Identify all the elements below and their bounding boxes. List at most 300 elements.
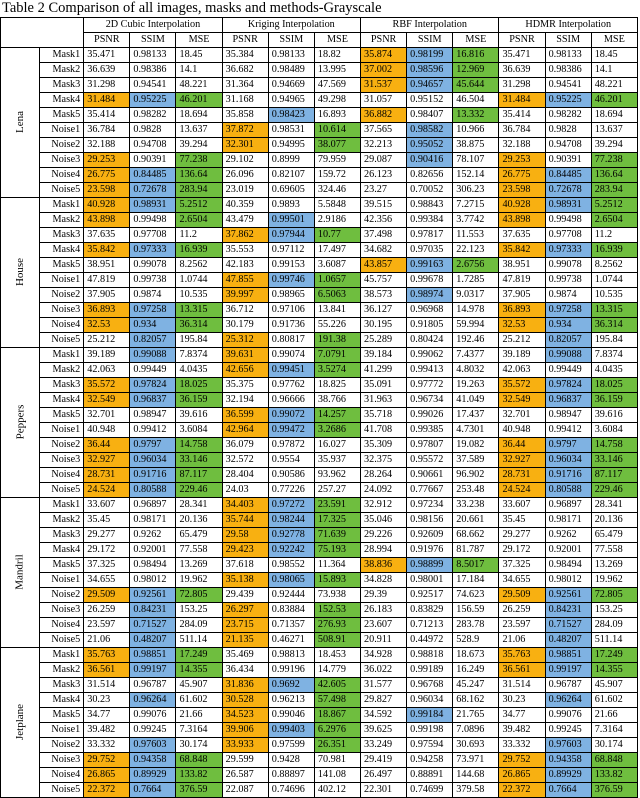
table-cell: 379.58 bbox=[453, 783, 499, 798]
table-cell: 508.91 bbox=[314, 633, 360, 648]
table-cell: 0.94965 bbox=[268, 93, 314, 108]
table-row bbox=[1, 318, 638, 333]
table-cell: 43.898 bbox=[499, 213, 545, 228]
table-cell: 45.907 bbox=[591, 678, 637, 693]
table-cell: 37.002 bbox=[361, 63, 407, 78]
row-label: Mask4 bbox=[40, 243, 84, 258]
table-cell: 0.9874 bbox=[545, 288, 591, 303]
table-cell: 0.98813 bbox=[268, 648, 314, 663]
table-cell: 0.9893 bbox=[268, 198, 314, 213]
table-cell: 28.404 bbox=[222, 468, 268, 483]
table-cell: 39.189 bbox=[499, 348, 545, 363]
table-row bbox=[1, 678, 638, 693]
table-row bbox=[1, 243, 638, 258]
table-cell: 0.7664 bbox=[545, 783, 591, 798]
table-cell: 10.535 bbox=[591, 288, 637, 303]
table-cell: 191.38 bbox=[314, 333, 360, 348]
comparison-table bbox=[0, 17, 638, 798]
image-name: Lena bbox=[14, 111, 27, 133]
table-cell: 11.2 bbox=[591, 228, 637, 243]
table-cell: 0.99046 bbox=[268, 708, 314, 723]
table-cell: 36.784 bbox=[499, 123, 545, 138]
table-cell: 21.06 bbox=[84, 633, 130, 648]
table-cell: 0.70052 bbox=[407, 183, 453, 198]
table-cell: 0.94657 bbox=[407, 78, 453, 93]
table-row bbox=[1, 48, 638, 63]
row-label: Mask4 bbox=[40, 543, 84, 558]
table-cell: 0.96734 bbox=[407, 393, 453, 408]
table-cell: 34.928 bbox=[361, 648, 407, 663]
table-row bbox=[1, 618, 638, 633]
table-cell: 306.23 bbox=[453, 183, 499, 198]
table-body bbox=[1, 48, 638, 798]
table-cell: 78.107 bbox=[453, 153, 499, 168]
table-cell: 0.94541 bbox=[545, 78, 591, 93]
table-row bbox=[1, 753, 638, 768]
table-cell: 19.263 bbox=[453, 378, 499, 393]
table-cell: 28.264 bbox=[361, 468, 407, 483]
image-group-label bbox=[1, 498, 40, 648]
table-cell: 7.3164 bbox=[176, 723, 222, 738]
table-cell: 1.7285 bbox=[453, 273, 499, 288]
table-cell: 73.938 bbox=[314, 588, 360, 603]
table-cell: 36.639 bbox=[499, 63, 545, 78]
table-cell: 0.97258 bbox=[130, 303, 176, 318]
table-cell: 38.766 bbox=[314, 393, 360, 408]
table-cell: 7.0791 bbox=[314, 348, 360, 363]
method-header-cubic: 2D Cubic Interpolation bbox=[84, 18, 222, 33]
table-cell: 0.99197 bbox=[545, 663, 591, 678]
table-row bbox=[1, 528, 638, 543]
image-group-label bbox=[1, 348, 40, 498]
table-cell: 0.99196 bbox=[268, 663, 314, 678]
table-cell: 195.84 bbox=[591, 333, 637, 348]
table-cell: 0.99498 bbox=[545, 213, 591, 228]
table-cell: 0.91976 bbox=[407, 543, 453, 558]
table-cell: 4.0435 bbox=[591, 363, 637, 378]
image-group-label bbox=[1, 48, 40, 198]
table-cell: 45.757 bbox=[361, 273, 407, 288]
metric-header-psnr: PSNR bbox=[84, 33, 130, 48]
table-cell: 38.951 bbox=[84, 258, 130, 273]
row-label: Noise3 bbox=[40, 753, 84, 768]
table-cell: 0.99026 bbox=[407, 408, 453, 423]
table-cell: 40.928 bbox=[499, 198, 545, 213]
table-row bbox=[1, 393, 638, 408]
table-cell: 35.471 bbox=[84, 48, 130, 63]
table-cell: 0.98931 bbox=[130, 198, 176, 213]
table-cell: 37.325 bbox=[499, 558, 545, 573]
table-cell: 0.98065 bbox=[268, 573, 314, 588]
table-cell: 0.94258 bbox=[407, 753, 453, 768]
table-cell: 35.842 bbox=[84, 243, 130, 258]
table-row bbox=[1, 183, 638, 198]
table-cell: 29.439 bbox=[222, 588, 268, 603]
table-cell: 30.174 bbox=[591, 738, 637, 753]
table-cell: 35.937 bbox=[314, 453, 360, 468]
metric-header-ssim: SSIM bbox=[130, 33, 176, 48]
table-cell: 31.168 bbox=[222, 93, 268, 108]
table-cell: 36.159 bbox=[591, 393, 637, 408]
table-cell: 39.189 bbox=[84, 348, 130, 363]
table-cell: 61.602 bbox=[591, 693, 637, 708]
table-cell: 0.82656 bbox=[407, 168, 453, 183]
table-cell: 133.82 bbox=[176, 768, 222, 783]
table-cell: 3.2686 bbox=[314, 423, 360, 438]
table-cell: 57.498 bbox=[314, 693, 360, 708]
table-row bbox=[1, 573, 638, 588]
table-cell: 1.0744 bbox=[176, 273, 222, 288]
table-cell: 34.77 bbox=[499, 708, 545, 723]
table-cell: 30.693 bbox=[453, 738, 499, 753]
table-cell: 30.174 bbox=[176, 738, 222, 753]
row-label: Mask2 bbox=[40, 363, 84, 378]
table-cell: 39.997 bbox=[222, 288, 268, 303]
table-cell: 17.437 bbox=[453, 408, 499, 423]
table-cell: 22.301 bbox=[361, 783, 407, 798]
table-cell: 528.9 bbox=[453, 633, 499, 648]
row-label: Noise5 bbox=[40, 483, 84, 498]
table-cell: 55.226 bbox=[314, 318, 360, 333]
table-cell: 26.096 bbox=[222, 168, 268, 183]
table-cell: 29.509 bbox=[84, 588, 130, 603]
table-cell: 39.616 bbox=[591, 408, 637, 423]
table-cell: 18.867 bbox=[314, 708, 360, 723]
table-cell: 5.2512 bbox=[176, 198, 222, 213]
table-cell: 5.2512 bbox=[591, 198, 637, 213]
method-header-kriging: Kriging Interpolation bbox=[222, 18, 360, 33]
table-cell: 0.96897 bbox=[545, 498, 591, 513]
table-cell: 14.1 bbox=[176, 63, 222, 78]
table-cell: 13.995 bbox=[314, 63, 360, 78]
table-cell: 0.99076 bbox=[130, 708, 176, 723]
table-cell: 32.927 bbox=[499, 453, 545, 468]
table-cell: 31.298 bbox=[84, 78, 130, 93]
table-cell: 29.752 bbox=[499, 753, 545, 768]
table-cell: 0.97807 bbox=[407, 438, 453, 453]
table-cell: 30.195 bbox=[361, 318, 407, 333]
table-cell: 30.528 bbox=[222, 693, 268, 708]
row-label: Noise3 bbox=[40, 153, 84, 168]
table-cell: 11.2 bbox=[176, 228, 222, 243]
table-cell: 36.561 bbox=[84, 663, 130, 678]
table-cell: 20.136 bbox=[176, 513, 222, 528]
table-cell: 3.6084 bbox=[176, 423, 222, 438]
table-cell: 0.97824 bbox=[545, 378, 591, 393]
row-label: Mask4 bbox=[40, 693, 84, 708]
table-cell: 0.99078 bbox=[545, 258, 591, 273]
table-cell: 32.213 bbox=[361, 138, 407, 153]
table-cell: 14.758 bbox=[591, 438, 637, 453]
table-row bbox=[1, 783, 638, 798]
table-cell: 0.96213 bbox=[268, 693, 314, 708]
table-cell: 96.902 bbox=[453, 468, 499, 483]
table-cell: 31.514 bbox=[499, 678, 545, 693]
table-cell: 68.848 bbox=[176, 753, 222, 768]
table-cell: 29.58 bbox=[222, 528, 268, 543]
table-cell: 0.71357 bbox=[268, 618, 314, 633]
table-cell: 32.927 bbox=[84, 453, 130, 468]
table-cell: 0.46271 bbox=[268, 633, 314, 648]
metric-header-mse: MSE bbox=[314, 33, 360, 48]
table-cell: 72.805 bbox=[591, 588, 637, 603]
table-cell: 37.872 bbox=[222, 123, 268, 138]
table-cell: 0.97772 bbox=[407, 378, 453, 393]
table-cell: 39.616 bbox=[176, 408, 222, 423]
table-cell: 87.117 bbox=[176, 468, 222, 483]
table-cell: 36.893 bbox=[84, 303, 130, 318]
table-cell: 0.48207 bbox=[130, 633, 176, 648]
table-cell: 47.819 bbox=[499, 273, 545, 288]
table-cell: 21.765 bbox=[453, 708, 499, 723]
table-cell: 0.48207 bbox=[545, 633, 591, 648]
table-cell: 71.639 bbox=[314, 528, 360, 543]
table-cell: 32.53 bbox=[499, 318, 545, 333]
method-header-hdmr: HDMR Interpolation bbox=[499, 18, 638, 33]
table-cell: 32.701 bbox=[84, 408, 130, 423]
table-cell: 33.146 bbox=[176, 453, 222, 468]
table-cell: 0.94708 bbox=[130, 138, 176, 153]
table-cell: 16.027 bbox=[314, 438, 360, 453]
table-cell: 29.102 bbox=[222, 153, 268, 168]
table-cell: 0.9262 bbox=[545, 528, 591, 543]
table-cell: 0.9428 bbox=[268, 753, 314, 768]
table-row bbox=[1, 378, 638, 393]
table-cell: 26.259 bbox=[84, 603, 130, 618]
row-label: Mask3 bbox=[40, 678, 84, 693]
table-cell: 0.97762 bbox=[268, 378, 314, 393]
table-cell: 0.9692 bbox=[268, 678, 314, 693]
table-cell: 136.64 bbox=[176, 168, 222, 183]
table-cell: 29.419 bbox=[361, 753, 407, 768]
table-cell: 23.598 bbox=[499, 183, 545, 198]
table-cell: 31.484 bbox=[499, 93, 545, 108]
table-cell: 59.994 bbox=[453, 318, 499, 333]
table-cell: 36.44 bbox=[84, 438, 130, 453]
table-cell: 36.159 bbox=[176, 393, 222, 408]
row-label: Mask2 bbox=[40, 513, 84, 528]
table-row bbox=[1, 423, 638, 438]
table-cell: 31.057 bbox=[361, 93, 407, 108]
table-row bbox=[1, 603, 638, 618]
table-cell: 0.72678 bbox=[130, 183, 176, 198]
table-cell: 0.96034 bbox=[130, 453, 176, 468]
table-cell: 43.479 bbox=[222, 213, 268, 228]
table-cell: 0.99746 bbox=[268, 273, 314, 288]
table-cell: 37.635 bbox=[499, 228, 545, 243]
table-cell: 0.97333 bbox=[130, 243, 176, 258]
table-cell: 0.98012 bbox=[130, 573, 176, 588]
table-cell: 35.744 bbox=[222, 513, 268, 528]
table-row bbox=[1, 348, 638, 363]
table-cell: 3.6084 bbox=[591, 423, 637, 438]
table-cell: 9.0317 bbox=[453, 288, 499, 303]
table-cell: 0.96264 bbox=[130, 693, 176, 708]
metric-header-psnr: PSNR bbox=[222, 33, 268, 48]
table-cell: 0.98423 bbox=[268, 108, 314, 123]
table-cell: 1.0657 bbox=[314, 273, 360, 288]
table-cell: 0.99184 bbox=[407, 708, 453, 723]
table-cell: 26.259 bbox=[499, 603, 545, 618]
table-cell: 77.238 bbox=[591, 153, 637, 168]
row-label: Noise3 bbox=[40, 453, 84, 468]
table-row bbox=[1, 723, 638, 738]
table-cell: 35.45 bbox=[84, 513, 130, 528]
table-cell: 0.98851 bbox=[545, 648, 591, 663]
table-cell: 29.423 bbox=[222, 543, 268, 558]
table-cell: 35.572 bbox=[84, 378, 130, 393]
table-cell: 34.523 bbox=[222, 708, 268, 723]
table-cell: 0.80424 bbox=[407, 333, 453, 348]
table-cell: 0.92001 bbox=[545, 543, 591, 558]
table-cell: 0.98282 bbox=[130, 108, 176, 123]
table-cell: 18.453 bbox=[314, 648, 360, 663]
table-cell: 284.09 bbox=[591, 618, 637, 633]
table-cell: 33.249 bbox=[361, 738, 407, 753]
table-cell: 376.59 bbox=[176, 783, 222, 798]
table-cell: 33.238 bbox=[453, 498, 499, 513]
table-cell: 74.623 bbox=[453, 588, 499, 603]
table-row bbox=[1, 63, 638, 78]
table-cell: 0.98012 bbox=[545, 573, 591, 588]
table-cell: 29.39 bbox=[361, 588, 407, 603]
table-cell: 32.572 bbox=[222, 453, 268, 468]
table-cell: 4.8032 bbox=[453, 363, 499, 378]
table-cell: 192.46 bbox=[453, 333, 499, 348]
table-row bbox=[1, 438, 638, 453]
table-cell: 20.661 bbox=[453, 513, 499, 528]
table-cell: 144.68 bbox=[453, 768, 499, 783]
table-cell: 0.97824 bbox=[130, 378, 176, 393]
table-cell: 0.44972 bbox=[407, 633, 453, 648]
table-cell: 25.312 bbox=[222, 333, 268, 348]
metric-header-psnr: PSNR bbox=[361, 33, 407, 48]
table-cell: 30.23 bbox=[84, 693, 130, 708]
table-cell: 23.591 bbox=[314, 498, 360, 513]
table-cell: 36.314 bbox=[176, 318, 222, 333]
table-cell: 0.98171 bbox=[545, 513, 591, 528]
table-cell: 32.549 bbox=[499, 393, 545, 408]
table-cell: 36.893 bbox=[499, 303, 545, 318]
table-cell: 33.146 bbox=[591, 453, 637, 468]
table-cell: 0.98282 bbox=[545, 108, 591, 123]
table-cell: 25.212 bbox=[499, 333, 545, 348]
table-cell: 29.277 bbox=[84, 528, 130, 543]
table-cell: 0.99072 bbox=[268, 408, 314, 423]
table-cell: 35.553 bbox=[222, 243, 268, 258]
row-label: Noise2 bbox=[40, 138, 84, 153]
table-cell: 376.59 bbox=[591, 783, 637, 798]
table-cell: 41.049 bbox=[453, 393, 499, 408]
table-cell: 13.315 bbox=[176, 303, 222, 318]
table-cell: 29.253 bbox=[499, 153, 545, 168]
table-cell: 31.836 bbox=[222, 678, 268, 693]
table-cell: 4.0435 bbox=[176, 363, 222, 378]
table-cell: 402.12 bbox=[314, 783, 360, 798]
table-cell: 0.71527 bbox=[545, 618, 591, 633]
table-cell: 136.64 bbox=[591, 168, 637, 183]
table-cell: 0.95225 bbox=[130, 93, 176, 108]
row-label: Noise2 bbox=[40, 588, 84, 603]
table-cell: 42.063 bbox=[499, 363, 545, 378]
table-cell: 8.2562 bbox=[591, 258, 637, 273]
table-cell: 0.92517 bbox=[407, 588, 453, 603]
table-cell: 0.95052 bbox=[407, 138, 453, 153]
table-row bbox=[1, 333, 638, 348]
table-cell: 0.97708 bbox=[545, 228, 591, 243]
table-cell: 42.183 bbox=[222, 258, 268, 273]
table-cell: 0.97872 bbox=[268, 438, 314, 453]
table-cell: 39.631 bbox=[222, 348, 268, 363]
table-cell: 21.135 bbox=[222, 633, 268, 648]
table-cell: 40.359 bbox=[222, 198, 268, 213]
table-cell: 31.963 bbox=[361, 393, 407, 408]
table-cell: 0.99189 bbox=[407, 663, 453, 678]
row-label: Mask3 bbox=[40, 378, 84, 393]
row-label: Noise4 bbox=[40, 168, 84, 183]
table-cell: 0.84231 bbox=[545, 603, 591, 618]
table-cell: 0.82107 bbox=[268, 168, 314, 183]
table-cell: 0.99198 bbox=[407, 723, 453, 738]
table-cell: 229.46 bbox=[591, 483, 637, 498]
table-cell: 0.96837 bbox=[130, 393, 176, 408]
table-cell: 18.025 bbox=[591, 378, 637, 393]
table-cell: 229.46 bbox=[176, 483, 222, 498]
table-cell: 0.98947 bbox=[130, 408, 176, 423]
table-cell: 0.90586 bbox=[268, 468, 314, 483]
image-name: Jetplane bbox=[14, 703, 27, 741]
table-row bbox=[1, 273, 638, 288]
table-row bbox=[1, 153, 638, 168]
table-cell: 26.497 bbox=[361, 768, 407, 783]
table-cell: 36.44 bbox=[499, 438, 545, 453]
table-cell: 0.92561 bbox=[130, 588, 176, 603]
table-cell: 68.848 bbox=[591, 753, 637, 768]
table-cell: 21.66 bbox=[591, 708, 637, 723]
table-row bbox=[1, 543, 638, 558]
row-label: Mask2 bbox=[40, 663, 84, 678]
table-row bbox=[1, 738, 638, 753]
table-cell: 39.625 bbox=[361, 723, 407, 738]
table-cell: 0.98899 bbox=[407, 558, 453, 573]
table-cell: 0.98133 bbox=[545, 48, 591, 63]
table-cell: 0.99384 bbox=[407, 213, 453, 228]
table-cell: 32.301 bbox=[222, 138, 268, 153]
table-cell: 0.97272 bbox=[268, 498, 314, 513]
table-cell: 0.83884 bbox=[268, 603, 314, 618]
table-cell: 2.6504 bbox=[176, 213, 222, 228]
table-cell: 39.294 bbox=[176, 138, 222, 153]
table-cell: 37.325 bbox=[84, 558, 130, 573]
table-cell: 34.77 bbox=[84, 708, 130, 723]
table-cell: 0.98244 bbox=[268, 513, 314, 528]
table-cell: 19.962 bbox=[591, 573, 637, 588]
table-cell: 16.939 bbox=[591, 243, 637, 258]
table-cell: 13.269 bbox=[176, 558, 222, 573]
table-cell: 0.98596 bbox=[407, 63, 453, 78]
table-cell: 0.99449 bbox=[130, 363, 176, 378]
table-cell: 0.88891 bbox=[407, 768, 453, 783]
table-cell: 18.025 bbox=[176, 378, 222, 393]
table-cell: 0.92242 bbox=[268, 543, 314, 558]
table-cell: 10.614 bbox=[314, 123, 360, 138]
row-label: Mask1 bbox=[40, 198, 84, 213]
table-cell: 28.341 bbox=[176, 498, 222, 513]
table-cell: 35.046 bbox=[361, 513, 407, 528]
table-cell: 26.775 bbox=[84, 168, 130, 183]
table-cell: 0.96666 bbox=[268, 393, 314, 408]
table-cell: 283.78 bbox=[453, 618, 499, 633]
